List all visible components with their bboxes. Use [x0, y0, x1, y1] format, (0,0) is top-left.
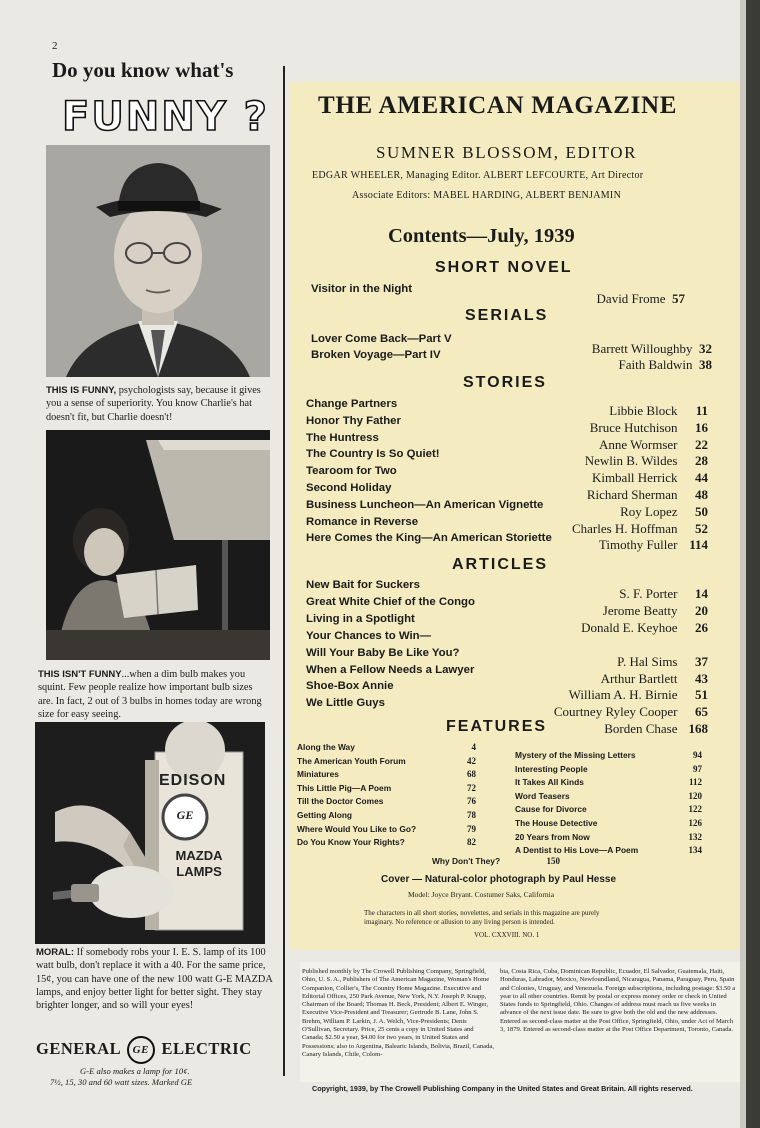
- feature-title: It Takes All Kinds: [515, 777, 584, 788]
- caption-this-isnt-funny: [38, 668, 268, 721]
- copyright: Copyright, 1939, by The Crowell Publishing Company in the United States and Great Britain. All rights reserved.: [312, 1084, 693, 1093]
- caption-this-is-funny: [46, 384, 274, 424]
- ge-footnote-line2: 7½, 15, 30 and 60 watt sizes. Marked GE: [50, 1077, 193, 1087]
- toc-author-page: [378, 671, 708, 687]
- caption-body: ...when a dim bulb makes you squint. Few people realize how important bulb sizes are. In fact, 2 out of 3 bulbs in homes today are wrong size for easy seeing.: [38, 669, 262, 720]
- toc-author: Charles H. Hoffman: [571, 520, 678, 536]
- cover-credit: Cover — Natural-color photograph by Paul Hesse: [381, 874, 617, 885]
- feature-page: 72: [467, 782, 476, 793]
- toc-page: 52: [695, 520, 708, 536]
- toc-author: Donald E. Keyhoe: [581, 619, 678, 635]
- toc-title: Visitor in the Night: [311, 283, 413, 295]
- toc-title: Broken Voyage—Part IV: [311, 349, 441, 361]
- toc-author-page: [378, 470, 708, 486]
- caption-body: psychologists say, because it gives you a sense of superiority. You know Charlie's hat doesn't fit, but Charlie doesn't!: [46, 385, 261, 423]
- toc-author: Timothy Fuller: [598, 537, 678, 553]
- toc-title: Lover Come Back—Part V: [311, 333, 452, 345]
- feature-title: Till the Doctor Comes: [297, 796, 384, 807]
- caption-lead: THIS IS FUNNY,: [46, 385, 117, 396]
- toc-author: Kimball Herrick: [591, 470, 678, 486]
- toc-title: Your Chances to Win—: [306, 629, 431, 642]
- editor-line: SUMNER BLOSSOM, EDITOR: [376, 143, 638, 162]
- toc-author: S. F. Porter: [619, 586, 678, 601]
- disclaimer: The characters in all short stories, novelettes, and serials in this magazine are purely imaginary. No reference or allusion to any living person is intended.: [364, 909, 600, 926]
- toc-page: 50: [695, 503, 708, 519]
- feature-title: Getting Along: [297, 810, 353, 820]
- box-product: MAZDA LAMPS: [175, 848, 223, 879]
- caption-lead: MORAL:: [36, 947, 74, 958]
- magazine-title: THE AMERICAN MAGAZINE: [318, 92, 678, 119]
- section-short-novel: SHORT NOVEL: [435, 259, 573, 276]
- toc-author: Borden Chase: [604, 721, 678, 737]
- feature-page: 94: [693, 750, 702, 760]
- toc-author-page: [378, 504, 708, 520]
- toc-title: Living in a Spotlight: [306, 612, 415, 625]
- toc-page: 11: [695, 403, 708, 418]
- section-serials: SERIALS: [465, 307, 549, 324]
- feature-title: Cause for Divorce: [515, 804, 587, 815]
- toc-author-page: Faith Baldwin 38: [618, 357, 712, 372]
- toc-author: Jerome Beatty: [602, 602, 678, 618]
- publisher-info-col1: Published monthly by The Crowell Publishing Company, Springfield, Ohio, U. S. A., Publishers of The American Magazine, Woman's Home Companion, Collier's, The Country Home Magazine. Executive and Editorial Offices, 250 Park Avenue, New York, N.Y. Joseph P. Knapp, Chairman of the Board; Thomas H. Beck, President; Albert E. Winger, Executive Vice-President and Treasurer; Gertrude B. Lane, John S. Brehm, William P. Larkin, J. A. Welch, Vice-Presidents; Denis O'Sullivan, Secretary. Price, 25 cents a copy in United States and Canada; $2.50 a year, $4.00 for two years, in United States and Possessions; also to Argentina, Balearic Islands, Bolivia, Brazil, Canada, Canary Islands, Chile, Colom-: [302, 968, 494, 1058]
- section-stories: STORIES: [463, 374, 547, 391]
- toc-author: Libbie Block: [609, 403, 678, 418]
- feature-title: 20 Years from Now: [515, 831, 590, 842]
- toc-title: We Little Guys: [306, 697, 385, 710]
- photo-girl-reading: [46, 430, 270, 660]
- feature-page: 120: [688, 790, 702, 801]
- toc-page: 48: [695, 487, 708, 502]
- toc-title: Will Your Baby Be Like You?: [306, 646, 460, 659]
- staff-line-1: EDGAR WHEELER, Managing Editor. ALBERT LEFCOURTE, Art Director: [312, 170, 644, 181]
- toc-page: 22: [695, 436, 708, 452]
- toc-author-page: [378, 403, 708, 419]
- column-divider: [283, 66, 285, 1076]
- toc-page: 51: [695, 687, 708, 703]
- toc-author-page: [378, 453, 708, 469]
- toc-author-page: Barrett Willoughby 32: [591, 341, 712, 356]
- feature-page: 134: [688, 845, 702, 856]
- publisher-info-col2: bia, Costa Rica, Cuba, Dominican Republic, Ecuador, El Salvador, Guatemala, Haiti, Honduras, Labrador, Mexico, Newfoundland, Nicaragua, Panama, Paraguay, Peru, Spain and Colonies, Uruguay, and Venezuela. Foreign subscriptions, including postage: $3.50 a year to all other countries. Remit by postal or express money order or check in United States funds to Springfield, Ohio. Changes of address must reach us five weeks in advance of the next issue date. Be sure to give both the old and the new addresses. Entered as second-class matter at the Post Office, Springfield, Ohio, under Act of March 3, 1879. Entered as second-class matter at the Post Office Department, Toronto, Canada.: [500, 968, 736, 1034]
- feature-page: 97: [693, 763, 702, 774]
- caption-body: If somebody robs your I. E. S. lamp of its 100 watt bulb, don't replace it with a 40. For the same price, 15¢, you can have one of the new 100 watt G-E MAZDA lamps, and enjoy better light for better sight. They stay brighter longer, and so will your eyes!: [36, 947, 273, 1012]
- toc-title: Here Comes the King—An American Storiette: [306, 532, 552, 545]
- toc-page: 37: [695, 653, 708, 669]
- toc-title: The Huntress: [306, 431, 379, 444]
- feature-page: 132: [688, 831, 702, 842]
- feature-page: 126: [688, 818, 702, 828]
- caption-moral: [36, 946, 276, 1012]
- toc-author: Roy Lopez: [620, 503, 678, 519]
- toc-title: Shoe-Box Annie: [306, 680, 394, 693]
- toc-page: 114: [689, 537, 708, 553]
- feature-page: 112: [688, 777, 702, 788]
- toc-author: Newlin B. Wildes: [584, 453, 678, 469]
- brand-left: GENERAL: [36, 1038, 121, 1058]
- toc-page: 20: [695, 602, 708, 618]
- feature-title: Along the Way: [297, 742, 355, 752]
- feature-title: Do You Know Your Rights?: [297, 837, 405, 848]
- ad-funny-word: FUNNY ?: [62, 94, 269, 140]
- toc-page: 28: [695, 453, 708, 469]
- toc-author: Bruce Hutchison: [589, 419, 678, 435]
- staff-line-2: Associate Editors: MABEL HARDING, ALBERT BENJAMIN: [352, 190, 622, 201]
- feature-page: 82: [467, 837, 476, 848]
- feature-page: 150: [546, 856, 560, 866]
- feature-page: 122: [688, 804, 702, 815]
- box-brand: EDISON: [159, 772, 227, 789]
- toc-author-page: [378, 537, 708, 553]
- toc-title: The Country Is So Quiet!: [306, 448, 440, 461]
- toc-title: Business Luncheon—An American Vignette: [306, 498, 544, 511]
- ad-headline: Do you know what's: [52, 58, 234, 82]
- page-edge: [746, 0, 760, 1128]
- toc-title: New Bait for Suckers: [306, 579, 420, 591]
- ge-footnote-line1: G-E also makes a lamp for 10¢.: [80, 1066, 190, 1076]
- caption-lead: THIS ISN'T FUNNY: [38, 669, 122, 680]
- volume-number: VOL. CXXVIII. NO. 1: [474, 931, 540, 939]
- feature-page: 68: [467, 769, 476, 780]
- feature-page: 76: [467, 796, 476, 807]
- photo-mazda-lamp: [35, 722, 265, 944]
- feature-page: 79: [467, 823, 476, 834]
- page-number: 2: [52, 40, 58, 52]
- toc-title: Great White Chief of the Congo: [306, 595, 475, 608]
- contents-title: Contents—July, 1939: [388, 225, 575, 247]
- feature-title: A Dentist to His Love—A Poem: [515, 845, 639, 856]
- toc-author: Richard Sherman: [586, 487, 678, 502]
- toc-page: 44: [695, 470, 708, 486]
- photo-man-in-hat: [46, 145, 270, 377]
- toc-author-page: [378, 420, 708, 436]
- toc-author: Arthur Bartlett: [600, 670, 678, 686]
- feature-title: The House Detective: [515, 818, 598, 828]
- toc-title: Change Partners: [306, 398, 398, 410]
- cover-model: Model: Joyce Bryant. Costumer Saks, California: [408, 890, 555, 899]
- toc-author: P. Hal Sims: [617, 653, 678, 669]
- toc-page: 16: [695, 419, 708, 435]
- ge-logo-icon: GE: [176, 808, 194, 822]
- toc-title: Honor Thy Father: [306, 414, 401, 427]
- toc-page: 168: [688, 721, 708, 737]
- toc-author: William A. H. Birnie: [568, 687, 678, 703]
- feature-title: The American Youth Forum: [297, 755, 406, 766]
- ge-footnote: [50, 1066, 270, 1088]
- feature-page: 4: [471, 742, 476, 752]
- feature-title: Mystery of the Missing Letters: [515, 750, 636, 760]
- feature-title: Interesting People: [515, 763, 588, 774]
- section-features: FEATURES: [446, 718, 548, 735]
- toc-page: 43: [695, 670, 708, 686]
- toc-author: Anne Wormser: [598, 436, 678, 452]
- toc-title: When a Fellow Needs a Lawyer: [306, 663, 475, 676]
- toc-author-page: [378, 687, 708, 703]
- toc-author-page: David Frome 57: [596, 291, 685, 306]
- toc-page: 26: [695, 619, 708, 635]
- feature-page: 78: [467, 810, 476, 820]
- feature-title: Where Would You Like to Go?: [297, 823, 417, 834]
- feature-title: Miniatures: [297, 769, 339, 780]
- feature-page: 42: [467, 755, 476, 766]
- brand-right: ELECTRIC: [161, 1038, 252, 1058]
- toc-page: 65: [695, 704, 708, 720]
- feature-title: This Little Pig—A Poem: [297, 782, 392, 793]
- toc-author-page: [378, 603, 708, 619]
- feature-title: Word Teasers: [515, 790, 570, 801]
- toc-title: Romance in Reverse: [306, 515, 419, 528]
- feature-title: Why Don't They?: [432, 856, 501, 866]
- ge-monogram-icon: GE: [127, 1036, 155, 1064]
- toc-page: 14: [695, 586, 708, 601]
- toc-title: Tearoom for Two: [306, 465, 397, 478]
- section-articles: ARTICLES: [452, 556, 548, 573]
- toc-author: Courtney Ryley Cooper: [553, 704, 678, 720]
- general-electric-logo: [36, 1036, 252, 1064]
- toc-title: Second Holiday: [306, 482, 392, 494]
